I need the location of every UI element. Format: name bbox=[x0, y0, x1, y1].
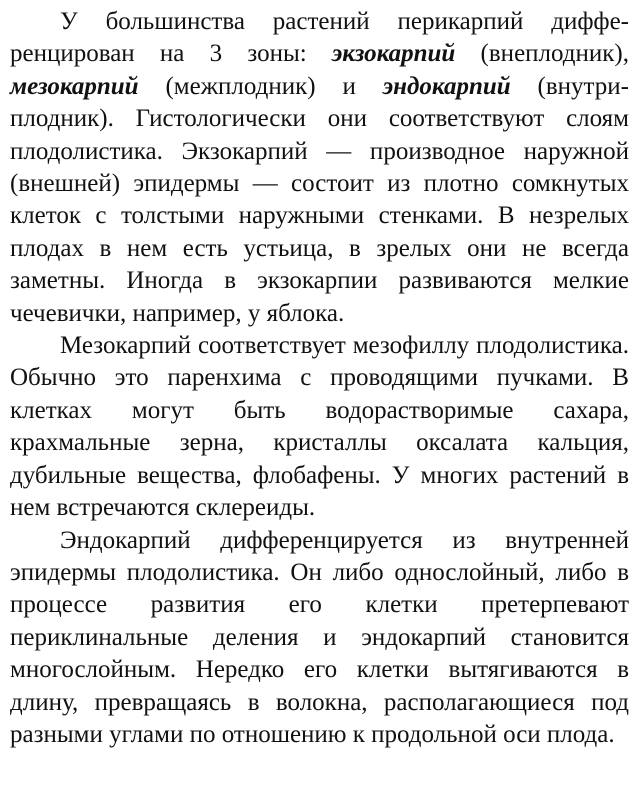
term-mesocarp: мезокарпий bbox=[10, 72, 139, 100]
term-exocarp: экзокарпий bbox=[331, 40, 456, 68]
text-segment: Эндокарпий дифференцируется из внутренней эпидермы плодолистика. Он либо однослойный, либо в процессе развития его клетки претерпевают периклинальные деления и эндокарпий становится многослойным. Нередко его клетки вытягиваются в длину, превращаясь в волокна, располагающиеся под разными углами по отношению к продольной оси плода. bbox=[10, 526, 629, 748]
paragraph-endocarp bbox=[10, 525, 629, 752]
text-segment: Мезокарпий соответствует мезофиллу плодолистика. Обычно это паренхима с проводящими пучками. В клетках могут быть водорастворимые сахара, крахмальные зерна, кристаллы оксалата кальция, дубильные вещества, флобафены. У многих растений в нем встречаются склереиды. bbox=[10, 332, 629, 522]
text-segment: (внеплодник), bbox=[455, 40, 629, 68]
paragraph-pericarp bbox=[10, 6, 629, 330]
text-segment: У большинства растений перикарпий дифференцирован на 3 зоны: bbox=[10, 8, 629, 68]
text-segment: (внутриплодник). Гистологически они соответствуют слоям плодолистика. Экзокарпий — производное наружной (внешней) эпидермы — состоит из плотно сомкнутых клеток с толстыми наружными стенками. В незрелых плодах в нем есть устьица, в зрелых они не всегда заметны. Иногда в экзокарпии развиваются мелкие чечевички, например, у яблока. bbox=[10, 72, 629, 327]
term-endocarp: эндокарпий bbox=[382, 72, 511, 100]
paragraph-mesocarp bbox=[10, 330, 629, 524]
text-segment: (межплодник) и bbox=[138, 72, 383, 100]
